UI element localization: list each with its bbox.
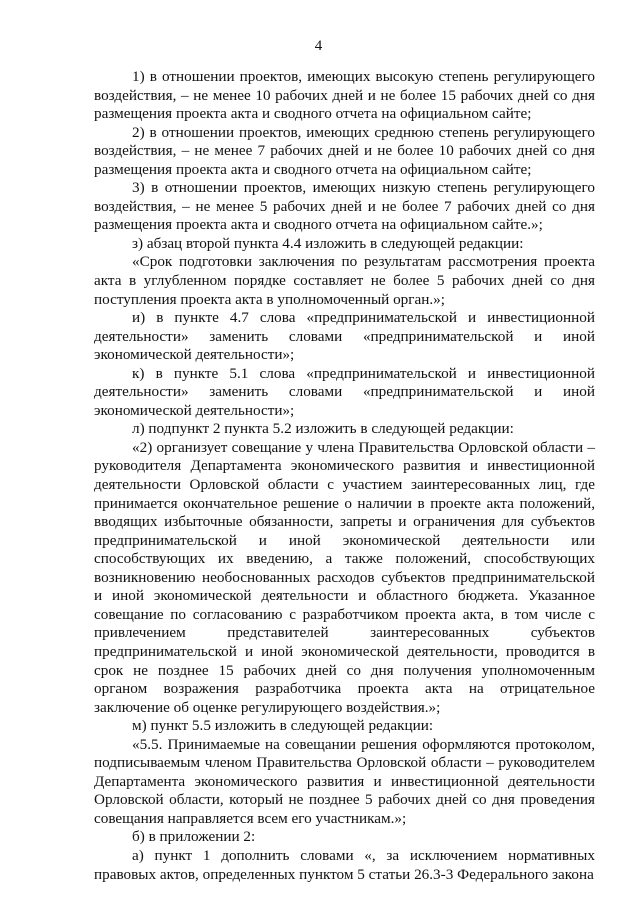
paragraph-item-2-medium-impact: 2) в отношении проектов, имеющих среднюю степень регулирующего воздействия, – не менее 7 рабочих дней и не более 10 рабочих дней со дня размещения проекта акта и сводного отчета на официальном сайте; — [94, 123, 595, 178]
paragraph-subitem-k: к) в пункте 5.1 слова «предпринимательской и инвестиционной деятельности» заменить словами «предпринимательской и иной экономической деятельности»; — [94, 364, 595, 419]
paragraph-subitem-z: з) абзац второй пункта 4.4 изложить в следующей редакции: — [132, 234, 524, 252]
paragraph-subitem-l: л) подпункт 2 пункта 5.2 изложить в следующей редакции: — [132, 420, 514, 438]
paragraph-item-3-low-impact: 3) в отношении проектов, имеющих низкую степень регулирующего воздействия, – не менее 5 рабочих дней и не более 7 рабочих дней со дня размещения проекта акта и сводного отчета на официальном сайте.»; — [94, 179, 595, 234]
paragraph-quote-5-5: «5.5. Принимаемые на совещании решения оформляются протоколом, подписываемым членом Правительства Орловской области – руководителем Департамента экономического развития и инвестиционной деятельности Орловской области, который не позднее 5 рабочих дней со дня проведения совещания направляется всем его участникам.»; — [94, 735, 595, 827]
paragraph-quote-4-4: «Срок подготовки заключения по результатам рассмотрения проекта акта в углубленном порядке составляет не более 5 рабочих дней со дня поступления проекта акта в уполномоченный орган.»; — [94, 253, 595, 308]
paragraph-subitem-i: и) в пункте 4.7 слова «предпринимательской и инвестиционной деятельности» заменить словами «предпринимательской и иной экономической деятельности»; — [94, 309, 595, 364]
paragraph-subitem-a: а) пункт 1 дополнить словами «, за исключением нормативных правовых актов, определенных пунктом 5 статьи 26.3-3 Федерального закона — [94, 846, 595, 883]
paragraph-item-b-appendix: б) в приложении 2: — [132, 828, 256, 846]
paragraph-subitem-m: м) пункт 5.5 изложить в следующей редакции: — [132, 717, 434, 735]
paragraph-item-1-high-impact: 1) в отношении проектов, имеющих высокую степень регулирующего воздействия, – не менее 10 рабочих дней и не более 15 рабочих дней со дня размещения проекта акта и сводного отчета на официальном сайте; — [94, 68, 595, 123]
paragraph-quote-5-2: «2) организует совещание у члена Правительства Орловской области – руководителя Департамента экономического развития и инвестиционной деятельности Орловской области с участием заинтересованных лиц, где принимается окончательное решение о наличии в проекте акта положений, вводящих избыточные обязанности, запреты и ограничения для субъектов предпринимательской и иной экономической деятельности или способствующих их введению, а также положений, способствующих возникновению необоснованных расходов субъектов предпринимательской и иной экономической деятельности и областного бюджета. Указанное совещание по согласованию с разработчиком проекта акта, в том числе с привлечением представителей заинтересованных субъектов предпринимательской и иной экономической деятельности, проводится в срок не позднее 15 рабочих дней со дня получения уполномоченным органом возражения разработчика проекта акта на отрицательное заключение об оценке регулирующего воздействия.»; — [94, 438, 595, 716]
document-body — [94, 68, 595, 884]
page-number: 4 — [314, 38, 323, 54]
